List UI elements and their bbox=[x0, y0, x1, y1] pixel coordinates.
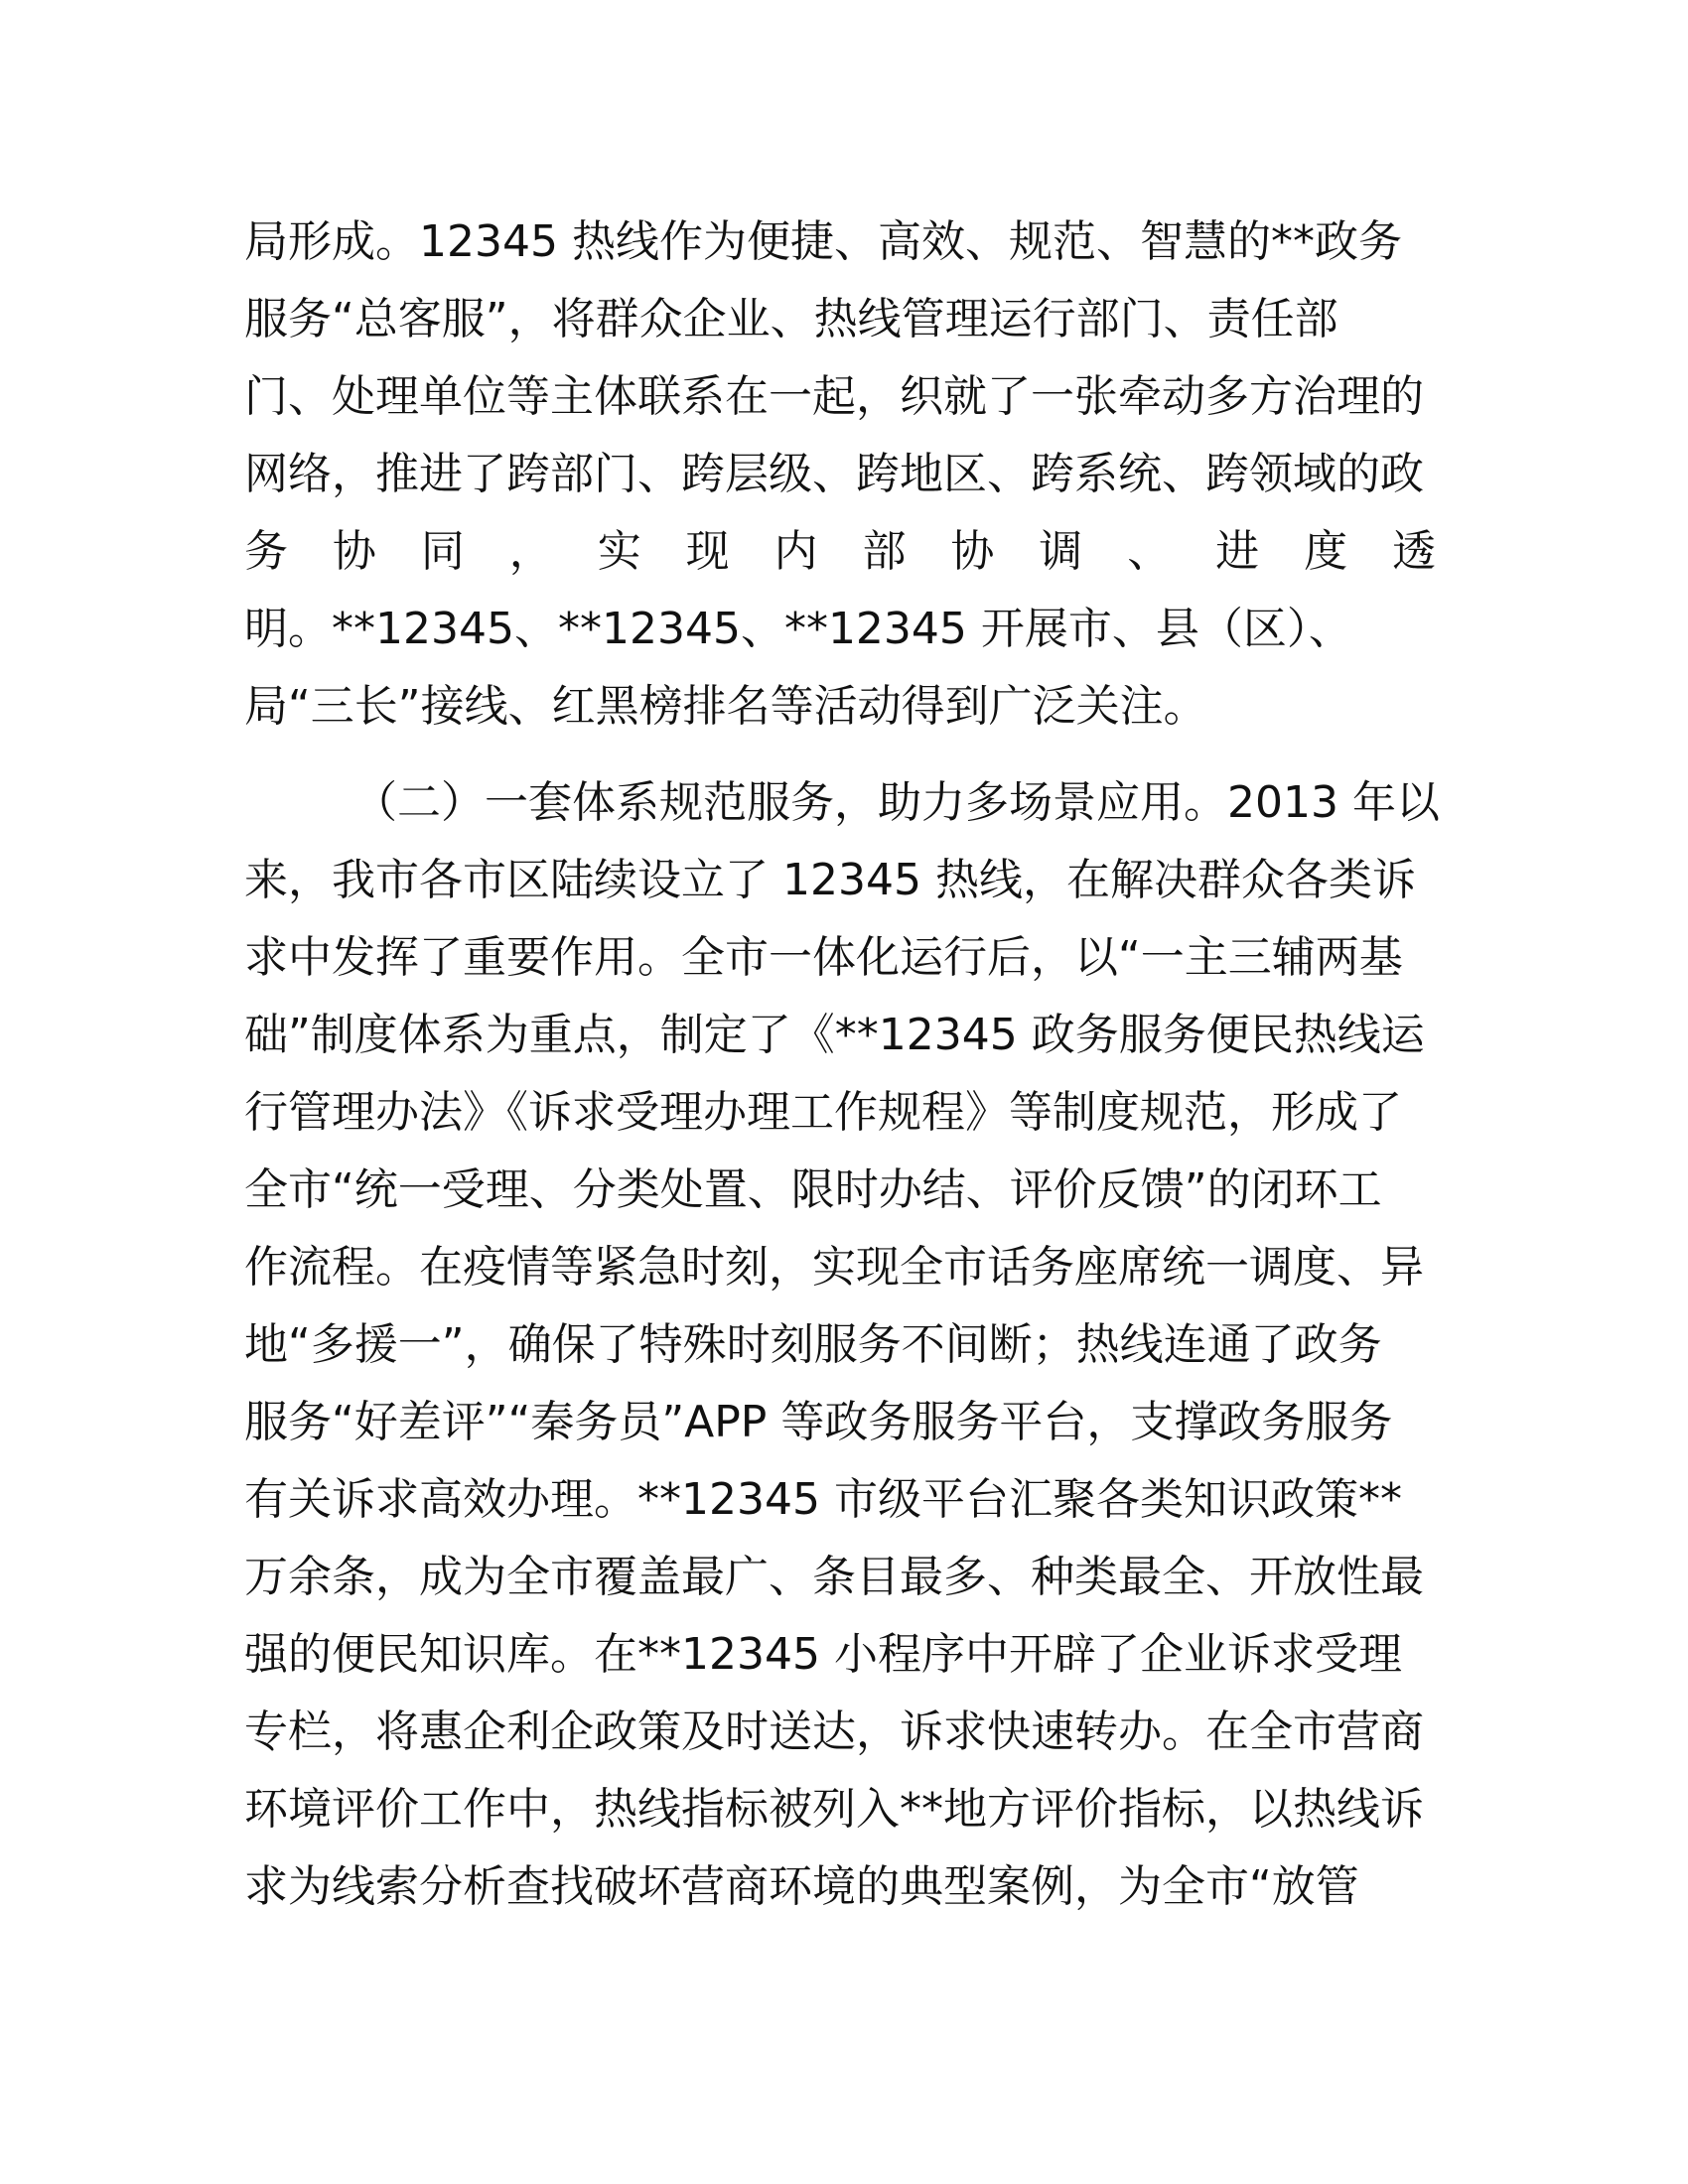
glyph: 现 bbox=[685, 526, 730, 577]
glyph: 协 bbox=[950, 526, 995, 577]
glyph: 部 bbox=[862, 526, 907, 577]
text-line: 环境评价工作中，热线指标被列入**地方评价指标，以热线诉 bbox=[244, 1784, 1424, 1835]
glyph: 进 bbox=[1215, 526, 1260, 577]
text-line: 地“多援一”，确保了特殊时刻服务不间断；热线连通了政务 bbox=[244, 1319, 1382, 1370]
text-line-justified bbox=[244, 513, 1436, 591]
text-line: 专栏，将惠企利企政策及时送达，诉求快速转办。在全市营商 bbox=[244, 1706, 1424, 1757]
text-line: 有关诉求高效办理。**12345 市级平台汇聚各类知识政策** bbox=[244, 1474, 1402, 1525]
glyph: 同 bbox=[420, 526, 465, 577]
text-line: 局形成。12345 热线作为便捷、高效、规范、智慧的**政务 bbox=[244, 216, 1402, 267]
text-line: 作流程。在疫情等紧急时刻，实现全市话务座席统一调度、异 bbox=[244, 1242, 1424, 1293]
text-line: 全市“统一受理、分类处置、限时办结、评价反馈”的闭环工 bbox=[244, 1164, 1382, 1215]
text-line: 明。**12345、**12345、**12345 开展市、县（区）、 bbox=[244, 604, 1352, 654]
glyph: 调 bbox=[1039, 526, 1083, 577]
text-line: 万余条，成为全市覆盖最广、条目最多、种类最全、开放性最 bbox=[244, 1552, 1424, 1602]
glyph: 度 bbox=[1304, 526, 1348, 577]
text-line: 服务“总客服”，将群众企业、热线管理运行部门、责任部 bbox=[244, 294, 1338, 344]
glyph: 实 bbox=[597, 526, 641, 577]
text-line: 局“三长”接线、红黑榜排名等活动得到广泛关注。 bbox=[244, 681, 1207, 732]
glyph: 透 bbox=[1391, 526, 1436, 577]
text-line: 网络，推进了跨部门、跨层级、跨地区、跨系统、跨领域的政 bbox=[244, 449, 1424, 499]
text-line-first-indented: （二）一套体系规范服务，助力多场景应用。2013 年以 bbox=[353, 777, 1440, 828]
glyph: 务 bbox=[244, 526, 288, 577]
text-line: 础”制度体系为重点，制定了《**12345 政务服务便民热线运 bbox=[244, 1010, 1425, 1060]
glyph: 、 bbox=[1127, 526, 1172, 577]
paragraph-2 bbox=[244, 764, 1440, 1926]
text-line: 来，我市各市区陆续设立了 12345 热线，在解决群众各类诉 bbox=[244, 855, 1416, 905]
text-line: 求为线索分析查找破坏营商环境的典型案例，为全市“放管 bbox=[244, 1861, 1359, 1912]
paragraph-1 bbox=[244, 204, 1436, 746]
glyph: 内 bbox=[774, 526, 818, 577]
glyph: ， bbox=[508, 526, 553, 577]
glyph: 协 bbox=[332, 526, 376, 577]
text-line: 强的便民知识库。在**12345 小程序中开辟了企业诉求受理 bbox=[244, 1629, 1402, 1680]
text-line: 门、处理单位等主体联系在一起，织就了一张牵动多方治理的 bbox=[244, 371, 1424, 422]
text-line: 求中发挥了重要作用。全市一体化运行后，以“一主三辅两基 bbox=[244, 932, 1403, 983]
text-line: 服务“好差评”“秦务员”APP 等政务服务平台，支撑政务服务 bbox=[244, 1397, 1393, 1447]
text-line: 行管理办法》《诉求受理办理工作规程》等制度规范，形成了 bbox=[244, 1087, 1402, 1138]
